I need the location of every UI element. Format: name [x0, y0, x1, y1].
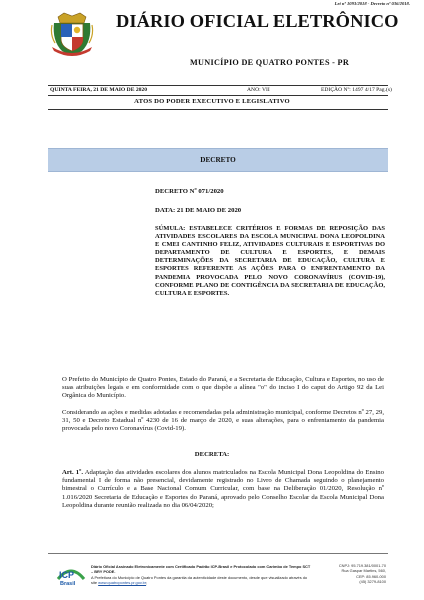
footer-authenticity-note: A Prefeitura do Município de Quatro Pontes da garantia da autenticidade deste documento, desde que visualizado através do site	[91, 574, 308, 586]
page-title: DIÁRIO OFICIAL ELETRÔNICO	[116, 11, 399, 31]
decree-banner-label: DECRETO	[200, 156, 236, 164]
article-1	[62, 469, 384, 510]
divider	[48, 109, 388, 110]
edition-date: QUINTA FEIRA, 21 DE MAIO DE 2020	[50, 87, 148, 93]
municipality-subtitle: MUNICÍPIO DE QUATRO PONTES - PR	[190, 58, 350, 67]
law-reference: Lei nº 1093/2018 - Decreto nº 036/2018.	[334, 1, 410, 6]
preamble-paragraph: O Prefeito do Município de Quatro Pontes, Estado do Paraná, e a Secretaria de Educação, Cultura e Esportes, no uso de suas atribuições legais e em conformidade com o que dispõe a alínea "o" do inciso I do caput do Artigo 92 da Lei Orgânica do Município.	[62, 376, 384, 400]
footer-certification	[91, 564, 311, 586]
footer-semicolon: ;	[146, 580, 148, 586]
footer-divider	[48, 553, 388, 554]
footer-cep: CEP: 85.960-000	[356, 573, 386, 579]
footer-street: Rua Gaspar Martins, 560,	[341, 568, 386, 574]
considering-paragraph: Considerando as ações e medidas adotadas e recomendadas pela administração municipal, conforme Decretos nº 27, 29, 31, 50 e Decreto Estadual nº 4230 de 16 de março de 2020, e suas alterações, para o enfrentamento da pandemia provocada pelo novo Coronavírus (Covid-19).	[62, 409, 384, 433]
article-1-label: Art. 1º.	[62, 469, 83, 476]
footer-cnpj: CNPJ: 95.719.381/0001-70	[338, 563, 386, 568]
decree-date: DATA: 21 DE MAIO DE 2020	[155, 207, 242, 214]
icp-brasil-logo	[56, 561, 86, 587]
icp-label: ICP	[59, 570, 75, 580]
footer-website-link[interactable]: www.quatropontes.pr.gov.br	[98, 580, 147, 586]
decree-banner	[48, 148, 388, 172]
municipal-coat-of-arms	[50, 11, 94, 57]
footer-signature-note: Diário Oficial Assinado Eletronicamente com Certificado Padrão ICP-Brasil e Protocolado com Carimbo de Tempo SCT – BRY PODE.	[91, 564, 311, 575]
icp-brasil-label: Brasil	[60, 581, 76, 587]
divider	[48, 85, 388, 86]
edition-year: ANO: VII	[247, 87, 270, 93]
footer-address	[318, 563, 386, 584]
divider	[48, 95, 388, 96]
article-1-text: Adaptação das atividades escolares dos alunos matriculados na Escola Municipal Dona Leopoldina do Ensino fundamental I de forma não presencial, devidamente registrado no Livro de Chamada seguindo o planejamento bimestral o Currículo e a Base Nacional Comum Curricular, com base na Deliberação 01/2020, Resolução nº 1.016/2020 Secretaria de Educação e Esportes do Paraná, aprovado pelo Conselho Escolar da Escola Municipal Dona Leopoldina durante reunião realizada no dia 06/04/2020;	[62, 469, 384, 509]
edition-number: EDIÇÃO Nº: 1497 4/17 Pag.(s)	[321, 87, 392, 93]
decree-number: DECRETO Nº 071/2020	[155, 188, 224, 195]
footer-phone: (45) 3279-8100	[359, 578, 386, 584]
decreta-heading: DECRETA:	[194, 451, 230, 458]
decree-summary: SÚMULA: ESTABELECE CRITÉRIOS E FORMAS DE REPOSIÇÃO DAS ATIVIDADES ESCOLARES DA ESCOLA MUNICIPAL DONA LEOPOLDINA E CMEI CANTINHO FELIZ, ATIVIDADES CULTURAIS E ESPORTIVAS DO DEPARTAMENTO DE CULTURA E ESPORTES, E DEMAIS DETERMINAÇÕES DA SECRETARIA DE EDUCAÇÃO, CULTURA E ESPORTES REFERENTE AS AÇÕES PARA O ENFRENTAMENTO DA PANDEMIA PROVOCADA PELO NOVO CORONAVÍRUS (COVID-19), CONFORME PLANO DE CONTIGÊNCIA DA SECRETARIA DE EDUCAÇÃO, CULTURA E ESPORTES.	[155, 225, 385, 297]
section-heading: ATOS DO PODER EXECUTIVO E LEGISLATIVO	[134, 98, 290, 105]
